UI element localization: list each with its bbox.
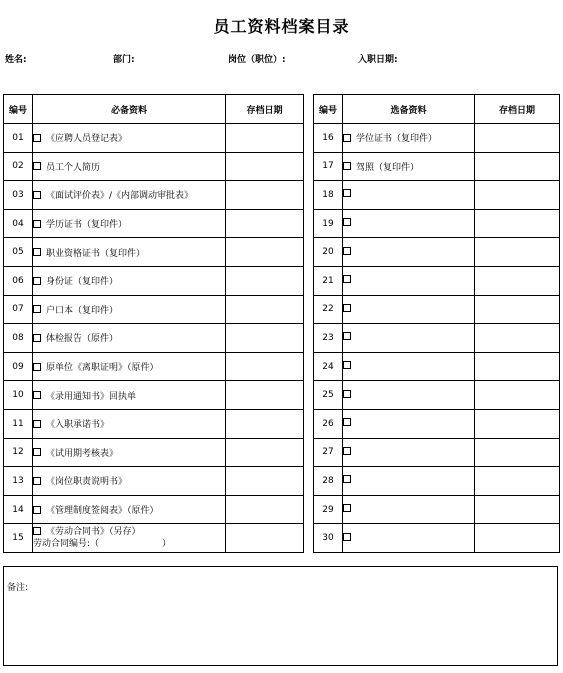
checkbox-icon[interactable] [343,390,351,398]
table-row [314,209,560,238]
document-label: 学历证书（复印件） [46,220,128,231]
table-row [4,238,304,267]
document-item [343,209,475,238]
document-label: 户口本（复印件） [46,305,119,316]
row-number: 28 [314,467,343,496]
department-label: 部门: [113,55,135,65]
hire-date-label: 入职日期: [358,55,398,65]
document-item [33,181,226,210]
table-row [314,438,560,467]
archive-date-cell[interactable] [475,495,560,524]
archive-date-cell[interactable] [475,352,560,381]
checkbox-icon[interactable] [33,363,41,371]
archive-date-cell[interactable] [475,266,560,295]
table-row [314,324,560,353]
table-row [4,438,304,467]
document-item [33,381,226,410]
document-item [33,238,226,267]
table-row [314,124,560,153]
archive-date-cell[interactable] [226,124,304,153]
table-row [4,124,304,153]
row-number: 07 [4,295,33,324]
archive-date-cell[interactable] [226,209,304,238]
checkbox-icon[interactable] [343,475,351,483]
document-item [343,495,475,524]
checkbox-icon[interactable] [33,134,41,142]
archive-date-cell[interactable] [475,238,560,267]
row-number: 19 [314,209,343,238]
table-row [4,467,304,496]
checkbox-icon[interactable] [343,504,351,512]
checkbox-icon[interactable] [343,134,351,142]
archive-date-cell[interactable] [226,467,304,496]
checkbox-icon[interactable] [343,361,351,369]
document-item [343,467,475,496]
checkbox-icon[interactable] [33,305,41,313]
position-label: 岗位（职位）: [228,55,286,65]
required-documents-table [3,94,304,553]
checkbox-icon[interactable] [33,220,41,228]
archive-date-cell[interactable] [226,181,304,210]
document-item [33,467,226,496]
archive-date-cell[interactable] [475,181,560,210]
checkbox-icon[interactable] [343,447,351,455]
table-row [4,524,304,553]
document-item [343,238,475,267]
notes-box[interactable] [3,566,558,666]
archive-date-cell[interactable] [475,438,560,467]
row-number: 11 [4,409,33,438]
table-row [314,266,560,295]
document-item [33,324,226,353]
table-header-row [4,95,304,124]
table-row [4,152,304,181]
checkbox-icon[interactable] [33,162,41,170]
document-item [33,124,226,153]
document-label: 原单位《离职证明》（原件） [46,363,159,374]
document-item [343,181,475,210]
row-number: 09 [4,352,33,381]
table-row [4,409,304,438]
row-number: 27 [314,438,343,467]
archive-date-cell[interactable] [226,295,304,324]
archive-date-cell[interactable] [226,495,304,524]
document-label: 职业资格证书（复印件） [46,248,146,259]
checkbox-icon[interactable] [343,533,351,541]
header-optional-docs: 选备资料 [343,95,475,124]
row-number: 02 [4,152,33,181]
document-item [33,152,226,181]
table-row [314,467,560,496]
table-row [314,238,560,267]
table-row [314,524,560,553]
document-item [343,352,475,381]
document-label: 《岗位职责说明书》 [46,477,128,488]
row-number: 25 [314,381,343,410]
document-label: 《面试评价表》/《内部调动审批表》 [46,191,194,202]
archive-date-cell[interactable] [226,381,304,410]
archive-date-cell[interactable] [226,266,304,295]
table-row [4,295,304,324]
document-item [33,295,226,324]
checkbox-icon[interactable] [343,332,351,340]
document-item [33,524,226,553]
checkbox-icon[interactable] [343,418,351,426]
notes-label: 备注: [7,583,29,593]
table-row [4,266,304,295]
checkbox-icon[interactable] [33,334,41,342]
optional-documents-table [313,94,560,553]
checkbox-icon[interactable] [33,420,41,428]
archive-date-cell[interactable] [475,381,560,410]
document-item [343,409,475,438]
document-item [343,324,475,353]
row-number: 12 [4,438,33,467]
checkbox-icon[interactable] [33,191,41,199]
row-number: 01 [4,124,33,153]
archive-date-cell[interactable] [475,467,560,496]
checkbox-icon[interactable] [33,448,41,456]
archive-date-cell[interactable] [226,352,304,381]
archive-date-cell[interactable] [475,324,560,353]
row-number: 03 [4,181,33,210]
checkbox-icon[interactable] [343,162,351,170]
document-item [343,152,475,181]
row-number: 17 [314,152,343,181]
document-label: 《入职承诺书》 [46,420,110,431]
document-label: 体检报告（原件） [46,334,119,345]
table-row [314,409,560,438]
checkbox-icon[interactable] [33,477,41,485]
document-item [33,266,226,295]
document-label: 员工个人简历 [46,162,101,173]
row-number: 05 [4,238,33,267]
row-number: 08 [4,324,33,353]
row-number: 22 [314,295,343,324]
row-number: 29 [314,495,343,524]
document-item [33,438,226,467]
document-label: 《应聘人员登记表》 [46,134,128,145]
row-number: 14 [4,495,33,524]
row-number: 21 [314,266,343,295]
row-number: 20 [314,238,343,267]
table-row [4,381,304,410]
archive-date-cell[interactable] [226,152,304,181]
table-row [314,152,560,181]
document-label: 《录用通知书》回执单 [46,391,137,402]
header-archive-date: 存档日期 [475,95,560,124]
table-row [314,352,560,381]
document-item [343,438,475,467]
document-item [343,266,475,295]
archive-date-cell[interactable] [475,295,560,324]
table-row [4,495,304,524]
header-archive-date: 存档日期 [226,95,304,124]
table-header-row [314,95,560,124]
row-number: 15 [4,524,33,553]
document-item [33,352,226,381]
archive-date-cell[interactable] [475,209,560,238]
row-number: 10 [4,381,33,410]
row-number: 26 [314,409,343,438]
row-number: 04 [4,209,33,238]
archive-date-cell[interactable] [475,152,560,181]
table-row [4,181,304,210]
row-number: 13 [4,467,33,496]
table-row [314,181,560,210]
document-item [343,524,475,553]
document-label: 《劳动合同书》（另存） [46,527,141,538]
checkbox-icon[interactable] [343,218,351,226]
table-row [314,295,560,324]
table-row [4,209,304,238]
document-item [33,409,226,438]
row-number: 18 [314,181,343,210]
archive-date-cell[interactable] [226,524,304,553]
row-number: 24 [314,352,343,381]
checkbox-icon[interactable] [33,527,41,535]
checkbox-icon[interactable] [343,247,351,255]
header-required-docs: 必备资料 [33,95,226,124]
table-row [4,324,304,353]
name-label: 姓名: [5,55,27,65]
document-label: 驾照（复印件） [356,162,420,173]
archive-date-cell[interactable] [475,124,560,153]
page-title: 员工资料档案目录 [213,17,350,36]
checkbox-icon[interactable] [33,277,41,285]
archive-date-cell[interactable] [226,238,304,267]
checkbox-icon[interactable] [33,248,41,256]
document-item [33,495,226,524]
row-number: 30 [314,524,343,553]
archive-date-cell[interactable] [475,409,560,438]
contract-number-label: 劳动合同编号:（ ） [33,539,172,550]
table-row [4,352,304,381]
document-item [33,209,226,238]
row-number: 06 [4,266,33,295]
document-label: 身份证（复印件） [46,277,119,288]
checkbox-icon[interactable] [343,304,351,312]
document-label: 《试用期考核表》 [46,448,119,459]
document-item [343,124,475,153]
checkbox-icon[interactable] [343,275,351,283]
checkbox-icon[interactable] [343,189,351,197]
checkbox-icon[interactable] [33,391,41,399]
table-row [314,495,560,524]
checkbox-icon[interactable] [33,506,41,514]
document-label: 《管理制度签阅表》（原件） [46,506,159,517]
header-number: 编号 [4,95,33,124]
archive-date-cell[interactable] [226,438,304,467]
archive-date-cell[interactable] [226,409,304,438]
archive-date-cell[interactable] [475,524,560,553]
row-number: 23 [314,324,343,353]
archive-date-cell[interactable] [226,324,304,353]
header-number: 编号 [314,95,343,124]
row-number: 16 [314,124,343,153]
document-item [343,381,475,410]
document-label: 学位证书（复印件） [356,134,438,145]
table-row [314,381,560,410]
document-item [343,295,475,324]
